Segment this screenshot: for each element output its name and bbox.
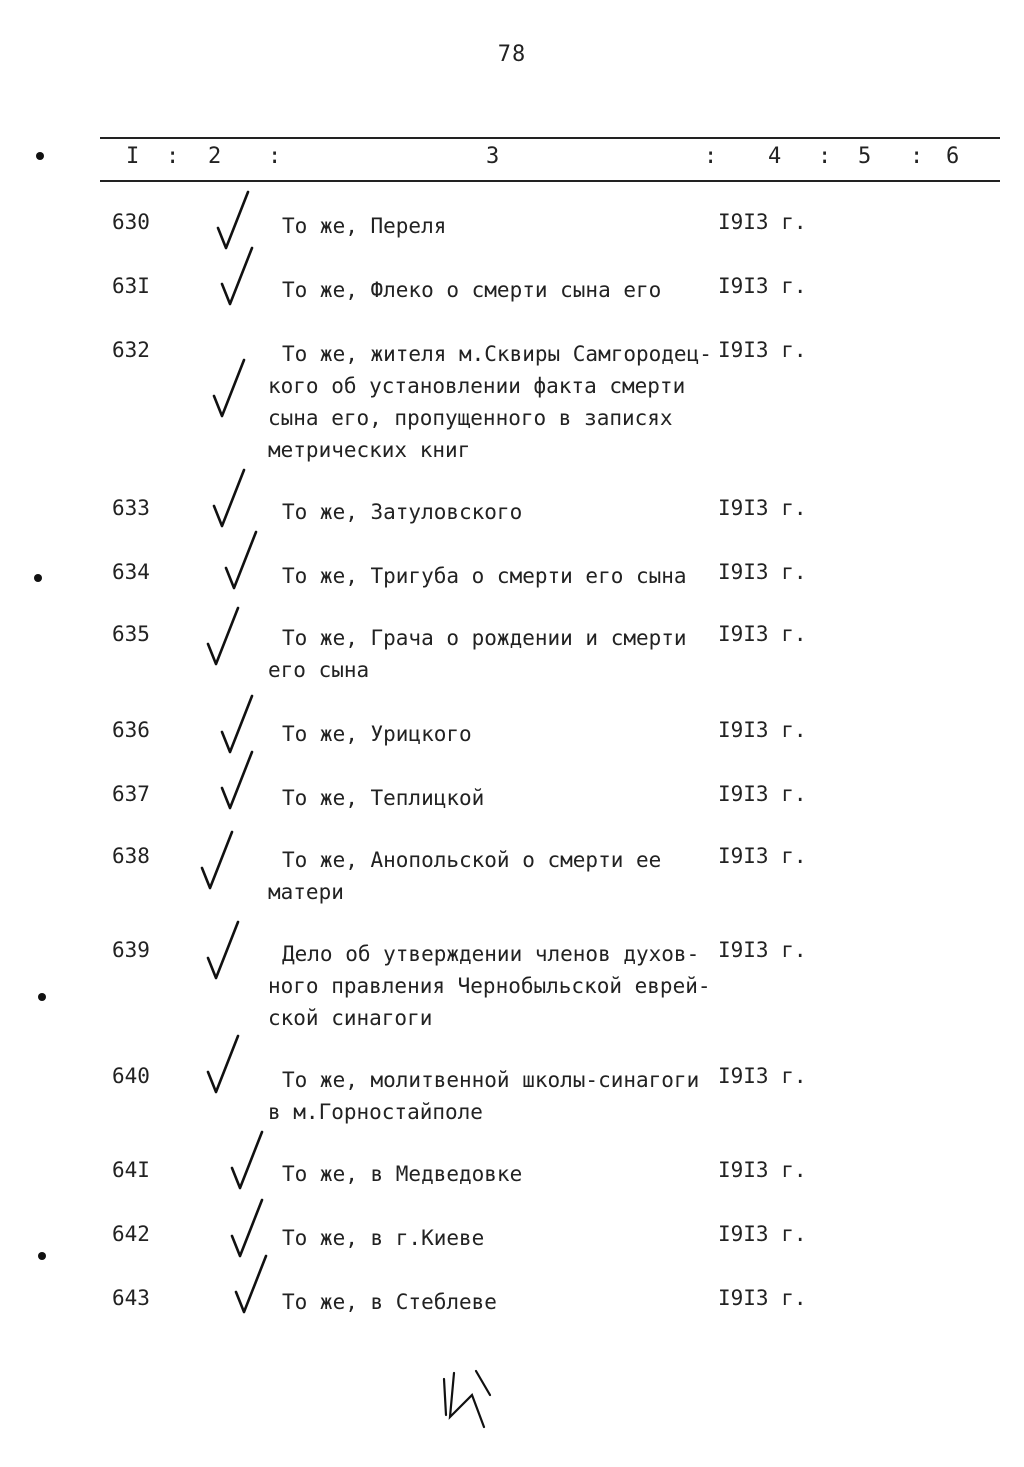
checkmark-icon bbox=[204, 918, 244, 988]
description-line: То же, Грача о рождении и смерти bbox=[282, 626, 687, 650]
record-description bbox=[268, 1064, 728, 1128]
record-year: I9I3 г. bbox=[718, 560, 807, 584]
record-number: 632 bbox=[112, 338, 150, 362]
record-description bbox=[268, 1222, 728, 1254]
record-description bbox=[268, 1158, 728, 1190]
col-sep: : bbox=[166, 144, 180, 169]
description-line: То же, Тригуба о смерти его сына bbox=[282, 564, 687, 588]
description-line: метрических книг bbox=[268, 438, 471, 462]
record-description bbox=[268, 782, 728, 814]
record-description bbox=[268, 274, 728, 306]
col-sep: : bbox=[910, 144, 924, 169]
checkmark-icon bbox=[228, 1128, 268, 1198]
col-6-label: 6 bbox=[946, 144, 960, 169]
col-5-label: 5 bbox=[858, 144, 872, 169]
record-number: 636 bbox=[112, 718, 150, 742]
punch-hole-dot bbox=[34, 574, 42, 582]
record-description bbox=[268, 1286, 728, 1318]
record-year: I9I3 г. bbox=[718, 622, 807, 646]
record-number: 637 bbox=[112, 782, 150, 806]
description-line: То же, в г.Киеве bbox=[282, 1226, 485, 1250]
record-number: 63I bbox=[112, 274, 150, 298]
checkmark-icon bbox=[232, 1252, 272, 1322]
description-line: ного правления Чернобыльской еврей- bbox=[268, 974, 711, 998]
description-line: матери bbox=[268, 880, 344, 904]
handwritten-signature bbox=[436, 1365, 506, 1435]
description-line: То же, Теплицкой bbox=[282, 786, 485, 810]
description-line: в м.Горностайполе bbox=[268, 1100, 483, 1124]
col-1-label: I bbox=[126, 144, 140, 169]
record-year: I9I3 г. bbox=[718, 274, 807, 298]
col-sep: : bbox=[818, 144, 832, 169]
record-description bbox=[268, 938, 728, 1034]
record-number: 630 bbox=[112, 210, 150, 234]
description-line: То же, Затуловского bbox=[282, 500, 523, 524]
col-sep: : bbox=[268, 144, 282, 169]
column-header bbox=[100, 144, 1000, 176]
record-description bbox=[268, 560, 728, 592]
description-line: То же, Флеко о смерти сына его bbox=[282, 278, 662, 302]
col-2-label: 2 bbox=[208, 144, 222, 169]
record-number: 642 bbox=[112, 1222, 150, 1246]
record-number: 643 bbox=[112, 1286, 150, 1310]
description-line: То же, в Стеблеве bbox=[282, 1290, 497, 1314]
checkmark-icon bbox=[198, 828, 238, 898]
record-number: 640 bbox=[112, 1064, 150, 1088]
record-number: 639 bbox=[112, 938, 150, 962]
description-line: То же, Урицкого bbox=[282, 722, 472, 746]
header-top-rule bbox=[100, 137, 1000, 139]
record-number: 635 bbox=[112, 622, 150, 646]
checkmark-icon bbox=[218, 748, 258, 818]
record-year: I9I3 г. bbox=[718, 938, 807, 962]
record-year: I9I3 г. bbox=[718, 844, 807, 868]
record-description bbox=[268, 338, 728, 466]
description-line: То же, Анопольской о смерти ее bbox=[282, 848, 662, 872]
record-description bbox=[268, 496, 728, 528]
record-year: I9I3 г. bbox=[718, 782, 807, 806]
record-number: 634 bbox=[112, 560, 150, 584]
record-description bbox=[268, 210, 728, 242]
description-line: его сына bbox=[268, 658, 370, 682]
checkmark-icon bbox=[210, 466, 250, 536]
record-number: 638 bbox=[112, 844, 150, 868]
record-description bbox=[268, 844, 728, 908]
record-year: I9I3 г. bbox=[718, 1222, 807, 1246]
description-line: То же, Переля bbox=[282, 214, 447, 238]
page-number: 78 bbox=[497, 42, 527, 67]
record-number: 64I bbox=[112, 1158, 150, 1182]
description-line: Дело об утверждении членов духов- bbox=[282, 942, 700, 966]
description-line: То же, молитвенной школы-синагоги bbox=[282, 1068, 700, 1092]
record-number: 633 bbox=[112, 496, 150, 520]
description-line: То же, в Медведовке bbox=[282, 1162, 523, 1186]
record-year: I9I3 г. bbox=[718, 1158, 807, 1182]
col-sep: : bbox=[704, 144, 718, 169]
checkmark-icon bbox=[204, 604, 244, 674]
col-3-label: 3 bbox=[486, 144, 500, 169]
description-line: ской синагоги bbox=[268, 1006, 433, 1030]
record-year: I9I3 г. bbox=[718, 210, 807, 234]
record-year: I9I3 г. bbox=[718, 1064, 807, 1088]
checkmark-icon bbox=[222, 528, 262, 598]
record-year: I9I3 г. bbox=[718, 496, 807, 520]
header-bottom-rule bbox=[100, 180, 1000, 182]
punch-hole-dot bbox=[36, 152, 44, 160]
punch-hole-dot bbox=[38, 993, 46, 1001]
col-4-label: 4 bbox=[768, 144, 782, 169]
record-description bbox=[268, 718, 728, 750]
checkmark-icon bbox=[218, 244, 258, 314]
record-year: I9I3 г. bbox=[718, 338, 807, 362]
checkmark-icon bbox=[210, 356, 250, 426]
record-year: I9I3 г. bbox=[718, 1286, 807, 1310]
description-line: То же, жителя м.Сквиры Самгородец- bbox=[282, 342, 712, 366]
record-year: I9I3 г. bbox=[718, 718, 807, 742]
checkmark-icon bbox=[204, 1032, 244, 1102]
record-description bbox=[268, 622, 728, 686]
punch-hole-dot bbox=[38, 1252, 46, 1260]
description-line: сына его, пропущенного в записях bbox=[268, 406, 673, 430]
description-line: кого об установлении факта смерти bbox=[268, 374, 686, 398]
